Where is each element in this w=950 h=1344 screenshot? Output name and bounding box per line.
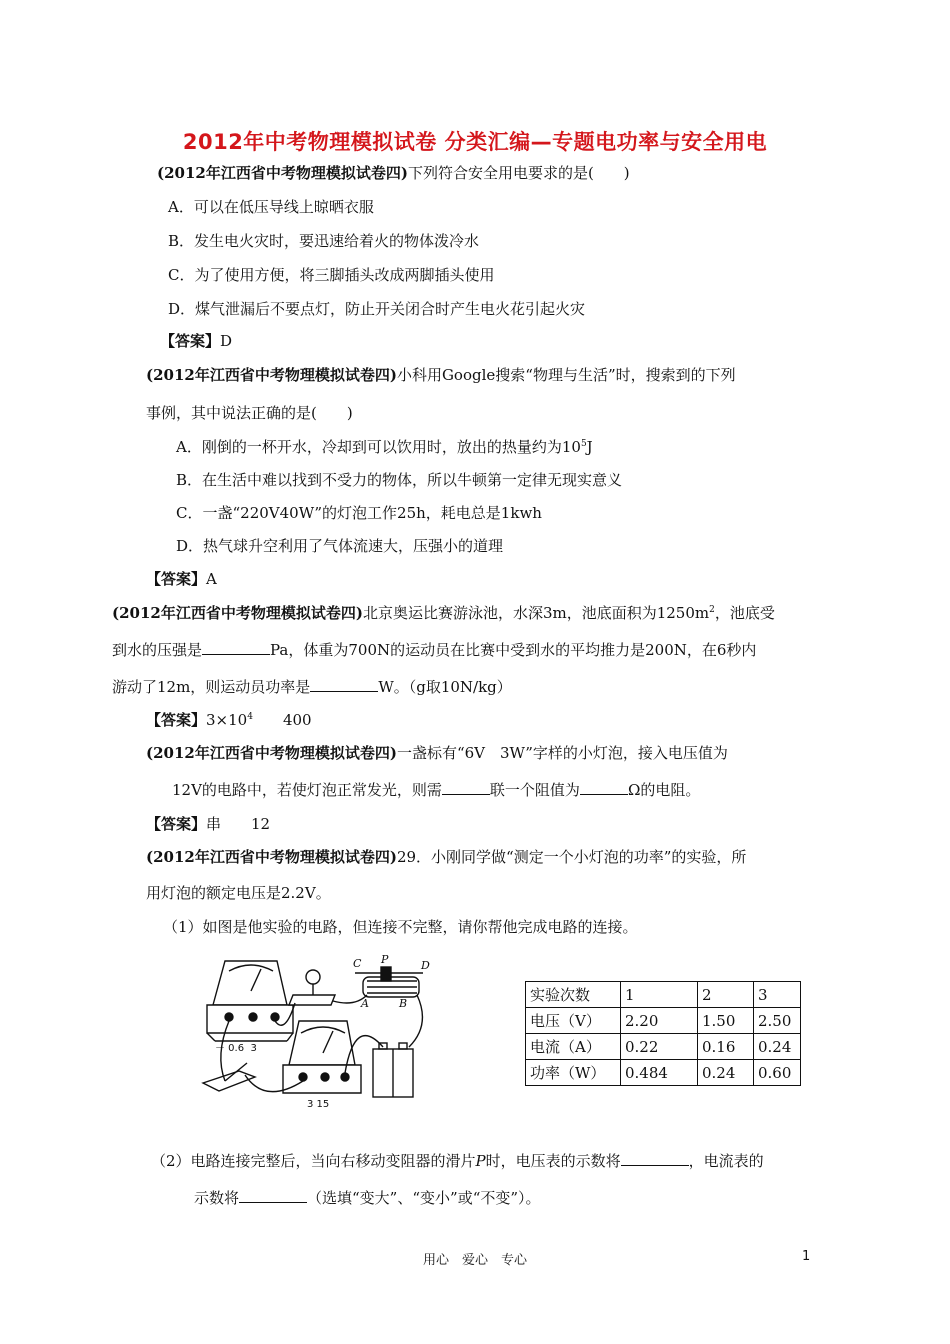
- question-2-stem-line1: [146, 364, 736, 385]
- answer-value: A: [206, 570, 217, 588]
- footer-slogan: 用心 爱心 专心: [422, 1253, 527, 1268]
- q1-option-d: D．煤气泄漏后不要点灯，防止开关闭合时产生电火花引起火灾: [168, 300, 586, 318]
- table-row: [526, 1008, 801, 1034]
- answer-blank[interactable]: [239, 1188, 307, 1203]
- question-text: 北京奥运比赛游泳池，水深3m，池底面积为1250m: [362, 604, 710, 622]
- table-cell: 2: [698, 982, 754, 1008]
- question-5-sub1: （1）如图是他实验的电路，但连接不完整，请你帮他完成电路的连接。: [163, 918, 638, 936]
- ammeter-icon: [207, 961, 293, 1041]
- table-cell: 1.50: [698, 1008, 754, 1034]
- answer-value: 3×10: [206, 711, 248, 729]
- question-source: (2012年江西省中考物理模拟试卷四): [157, 164, 408, 182]
- answer-blank[interactable]: [580, 780, 628, 795]
- table-cell: 功率（W）: [526, 1060, 621, 1086]
- table-row: [526, 1034, 801, 1060]
- question-3-line2: [112, 639, 756, 660]
- q2-answer: [146, 568, 217, 589]
- answer-value: D: [220, 332, 233, 350]
- table-row: [526, 982, 801, 1008]
- rheostat-icon: [355, 967, 423, 997]
- answer-blank[interactable]: [310, 677, 378, 692]
- table-cell: 2.50: [754, 1008, 801, 1034]
- q4-answer: [146, 813, 270, 834]
- question-text: （选填“变大”、“变小”或“不变”）。: [307, 1189, 541, 1207]
- q2-option-d: D．热气球升空利用了气体流速大，压强小的道理: [176, 537, 504, 555]
- table-cell: 电流（A）: [526, 1034, 621, 1060]
- table-cell: 0.22: [621, 1034, 698, 1060]
- label-p: P: [381, 955, 389, 966]
- table-cell: 0.60: [754, 1060, 801, 1086]
- page-number: 1: [802, 1249, 811, 1264]
- question-5-sub2-line2: [194, 1187, 541, 1208]
- label-a: A: [361, 997, 369, 1010]
- question-3-line3: [112, 676, 512, 697]
- question-text: ，池底受: [714, 604, 775, 622]
- question-5-line2: 用灯泡的额定电压是2.2V。: [146, 884, 331, 902]
- table-cell: 电压（V）: [526, 1008, 621, 1034]
- question-text: 一盏标有“6V 3W”字样的小灯泡，接入电压值为: [396, 744, 728, 762]
- question-source: (2012年江西省中考物理模拟试卷四): [146, 848, 397, 866]
- table-cell: 3: [754, 982, 801, 1008]
- label-c: C: [353, 957, 362, 970]
- q1-option-a: A．可以在低压导线上晾晒衣服: [168, 198, 374, 216]
- table-cell: 0.24: [698, 1060, 754, 1086]
- option-text: A．刚倒的一杯开水，冷却到可以饮用时，放出的热量约为10: [176, 438, 581, 456]
- answer-label: 【答案】: [146, 711, 207, 729]
- variable-p: P: [475, 1152, 486, 1170]
- question-text: 到水的压强是: [112, 641, 203, 659]
- option-unit: J: [586, 438, 593, 456]
- q2-option-a: [176, 436, 593, 457]
- superscript: 4: [247, 712, 253, 722]
- question-4-line2: [172, 779, 700, 800]
- question-text: 小科用Google搜索“物理与生活”时，搜索到的下列: [396, 366, 736, 384]
- voltmeter-scale-label: 3 15: [307, 1099, 330, 1110]
- answer-blank[interactable]: [621, 1151, 689, 1166]
- answer-label: 【答案】: [146, 815, 207, 833]
- superscript: 2: [709, 605, 715, 615]
- q2-option-c: C．一盏“220V40W”的灯泡工作25h，耗电总是1kwh: [176, 504, 542, 522]
- question-text: ，电流表的: [688, 1152, 764, 1170]
- table-cell: 实验次数: [526, 982, 621, 1008]
- table-cell: 0.484: [621, 1060, 698, 1086]
- question-text: 时，电压表的示数将: [485, 1152, 621, 1170]
- question-3-line1: [112, 602, 775, 623]
- question-text: Pa，体重为700N的运动员在比赛中受到水的平均推力是200N，在6秒内: [270, 641, 757, 659]
- q1-option-c: C．为了使用方便，将三脚插头改成两脚插头使用: [168, 266, 495, 284]
- question-text: 游动了12m，则运动员功率是: [112, 678, 311, 696]
- question-text: 联一个阻值为: [489, 781, 580, 799]
- table-cell: 0.24: [754, 1034, 801, 1060]
- question-source: (2012年江西省中考物理模拟试卷四): [146, 366, 397, 384]
- question-text: 29．小刚同学做“测定一个小灯泡的功率”的实验，所: [396, 848, 747, 866]
- answer-value: 400: [252, 711, 312, 729]
- question-text: Ω的电阻。: [627, 781, 701, 799]
- table-cell: 0.16: [698, 1034, 754, 1060]
- question-text: 12V的电路中，若使灯泡正常发光，则需: [172, 781, 442, 799]
- circuit-diagram: [195, 955, 445, 1115]
- q3-answer: [146, 709, 312, 730]
- question-source: (2012年江西省中考物理模拟试卷四): [112, 604, 363, 622]
- answer-label: 【答案】: [146, 570, 207, 588]
- answer-value: 串 12: [206, 815, 271, 833]
- question-text: 示数将: [194, 1189, 240, 1207]
- ammeter-scale-label: － 0.6 3: [215, 1043, 257, 1054]
- question-1-stem: [157, 162, 630, 183]
- label-b: B: [399, 997, 408, 1010]
- battery-icon: [373, 1043, 413, 1097]
- answer-label: 【答案】: [160, 332, 221, 350]
- data-table: [525, 981, 801, 1086]
- question-5-line1: [146, 846, 746, 867]
- q1-answer: [160, 330, 232, 351]
- answer-blank[interactable]: [442, 780, 490, 795]
- table-row: [526, 1060, 801, 1086]
- answer-blank[interactable]: [202, 640, 270, 655]
- superscript: 5: [580, 439, 587, 449]
- table-cell: 2.20: [621, 1008, 698, 1034]
- label-d: D: [421, 959, 430, 972]
- question-4-line1: [146, 742, 728, 763]
- question-2-stem-line2: 事例，其中说法正确的是( ): [146, 404, 353, 422]
- q1-option-b: B．发生电火灾时，要迅速给着火的物体泼冷水: [168, 232, 480, 250]
- q2-option-b: B．在生活中难以找到不受力的物体，所以牛顿第一定律无现实意义: [176, 471, 623, 489]
- question-text: W。（g取10N/kg）: [378, 678, 512, 696]
- question-source: (2012年江西省中考物理模拟试卷四): [146, 744, 397, 762]
- question-text: （2）电路连接完整后，当向右移动变阻器的滑片: [151, 1152, 476, 1170]
- bulb-icon: [289, 970, 335, 1005]
- question-text: 下列符合安全用电要求的是( ): [407, 164, 630, 182]
- page-title: 2012年中考物理模拟试卷 分类汇编—专题电功率与安全用电: [182, 130, 768, 154]
- question-5-sub2-line1: [151, 1150, 764, 1171]
- table-cell: 1: [621, 982, 698, 1008]
